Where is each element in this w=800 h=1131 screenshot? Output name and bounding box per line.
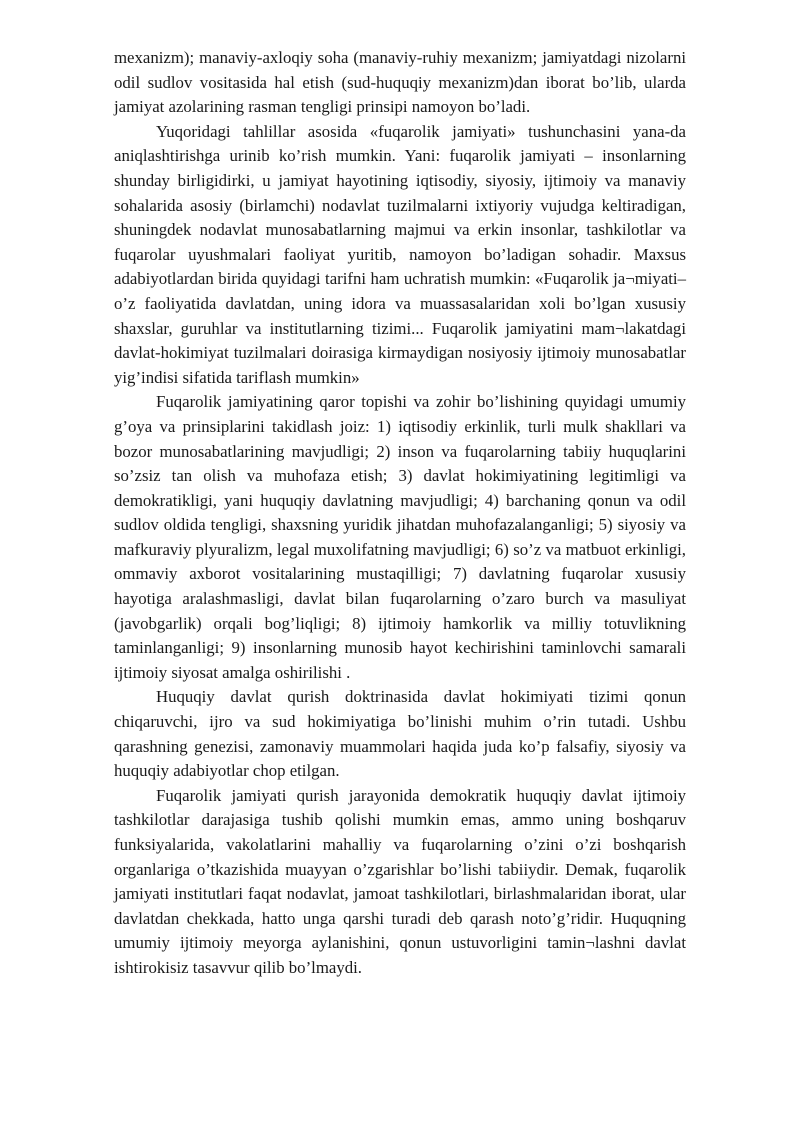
paragraph-principles-list: Fuqarolik jamiyatining qaror topishi va zohir bo’lishining quyidagi umumiy g’oya va prinsiplarini takidlash joiz: 1) iqtisodiy erkinlik, turli mulk shakllari va bozor munosabatlarining mavjudligi; 2) inson va fuqarolarning tabiiy huquqlarini so’zsiz tan olish va muhofaza etish; 3) davlat hokimiyatining legitimligi va demokratikligi, yani huquqiy davlatning mavjudligi; 4) barchaning qonun va odil sudlov oldida tengligi, shaxsning yuridik jihatdan muhofazalanganligi; 5) siyosiy va mafkuraviy plyuralizm, legal muxolifatning mavjudligi; 6) so’z va matbuot erkinligi, ommaviy axborot vositalarining mustaqilligi; 7) davlatning fuqarolar xususiy hayotiga aralashmasligi, davlat bilan fuqarolarning o’zaro burch va masuliyat (javobgarlik) orqali bog’liqligi; 8) ijtimoiy hamkorlik va milliy totuvlikning taminlanganligi; 9) insonlarning munosib hayot kechirishini taminlovchi samarali ijtimoiy siyosat amalga oshirilishi . <box>114 392 686 682</box>
document-page <box>114 46 686 981</box>
paragraph-civil-society-definition: Yuqoridagi tahlillar asosida «fuqarolik jamiyati» tushunchasini yana-da aniqlashtirishga urinib ko’rish mumkin. Yani: fuqarolik jamiyati – insonlarning shunday birligidirki, u jamiyat hayotining iqtisodiy, siyosiy, ijtimoiy va manaviy sohalarida asosiy (birlamchi) nodavlat tuzilmalarni ixtiyoriy vujudga keltiradigan, shuningdek nodavlat munosabatlarning majmui va erkin insonlar, tashkilotlar va fuqarolar uyushmalari faoliyat yuritib, namoyon bo’ladigan sohadir. Maxsus adabiyotlardan birida quyidagi tarifni ham uchratish mumkin: «Fuqarolik ja¬miyati– o’z faoliyatida davlatdan, uning idora va muassasalaridan xoli bo’lgan xususiy shaxslar, guruhlar va institutlarning tizimi... Fuqarolik jamiyatini mam¬lakatdagi davlat-hokimiyat tuzilmalari doirasiga kirmaydigan nosiyosiy ijtimoiy munosabatlar yig’indisi sifatida tariflash mumkin» <box>114 121 686 387</box>
paragraph-rule-of-law-doctrine: Huquqiy davlat qurish doktrinasida davlat hokimiyati tizimi qonun chiqaruvchi, ijro va sud hokimiyatiga bo’linishi muhim o’rin tutadi. Ushbu qarashning genezisi, zamonaviy muammolari haqida juda ko’p falsafiy, siyosiy va huquqiy adabiyotlar chop etilgan. <box>114 687 686 781</box>
paragraph-continuation: mexanizm); manaviy-axloqiy soha (manaviy-ruhiy mexanizm; jamiyatdagi nizolarni odil sudlov vositasida hal etish (sud-huquqiy mexanizm)dan iborat bo’lib, ularda jamiyat azolarining rasman tengligi prinsipi namoyon bo’ladi. <box>114 48 686 117</box>
paragraph-state-institutions: Fuqarolik jamiyati qurish jarayonida demokratik huquqiy davlat ijtimoiy tashkilotlar darajasiga tushib qolishi mumkin emas, ammo uning boshqaruv funksiyalarida, vakolatlarini mahalliy va fuqarolarning o’zini o’zi boshqarish organlariga o’tkazishida muayyan o’zgarishlar bo’lishi tabiiydir. Demak, fuqarolik jamiyati institutlari faqat nodavlat, jamoat tashkilotlari, birlashmalaridan iborat, ular davlatdan chekkada, hatto unga qarshi turadi deb qarash noto’g’ridir. Huquqning umumiy ijtimoiy meyorga aylanishini, qonun ustuvorligini tamin¬lashni davlat ishtirokisiz tasavvur qilib bo’lmaydi. <box>114 785 686 977</box>
